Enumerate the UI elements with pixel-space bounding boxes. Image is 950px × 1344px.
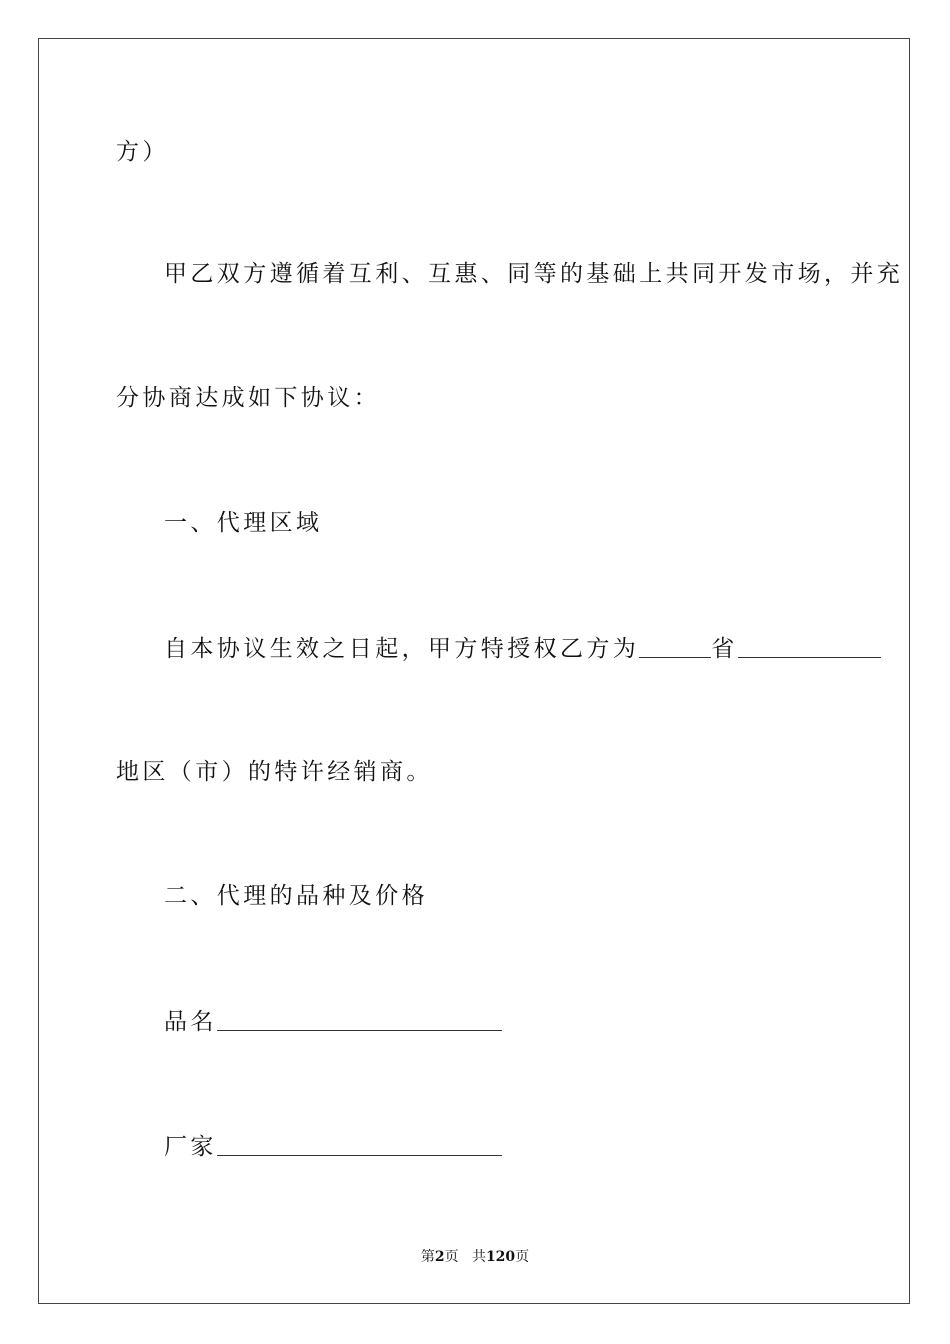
total-suffix: 页 — [515, 1249, 530, 1265]
page-suffix: 页 — [444, 1249, 459, 1265]
region-blank[interactable] — [738, 635, 881, 658]
authorization-line — [164, 633, 881, 664]
section-heading-1: 一、代理区域 — [164, 510, 323, 536]
total-prefix: 共 — [471, 1249, 486, 1265]
manufacturer-blank[interactable] — [217, 1133, 502, 1156]
product-name-blank[interactable] — [217, 1008, 502, 1031]
manufacturer-label: 厂家 — [164, 1134, 217, 1160]
text-line-1: 方） — [116, 139, 169, 165]
manufacturer-line — [164, 1131, 502, 1162]
province-label: 省 — [711, 636, 738, 662]
paragraph-intro-line-1: 甲乙双方遵循着互利、互惠、同等的基础上共同开发市场，并充 — [164, 261, 904, 287]
page-footer — [0, 1247, 950, 1267]
page-prefix: 第 — [420, 1249, 435, 1265]
paragraph-intro-line-2: 分协商达成如下协议： — [116, 385, 380, 411]
product-name-line — [164, 1006, 502, 1037]
product-name-label: 品名 — [164, 1009, 217, 1035]
page-number: 2 — [434, 1249, 445, 1265]
total-pages: 120 — [485, 1249, 516, 1265]
province-blank[interactable] — [639, 635, 711, 658]
section-heading-2: 二、代理的品种及价格 — [164, 883, 428, 909]
authorization-text: 自本协议生效之日起，甲方特授权乙方为 — [164, 636, 640, 662]
page-border — [38, 38, 910, 1304]
authorization-line-2: 地区（市）的特许经销商。 — [116, 759, 433, 785]
